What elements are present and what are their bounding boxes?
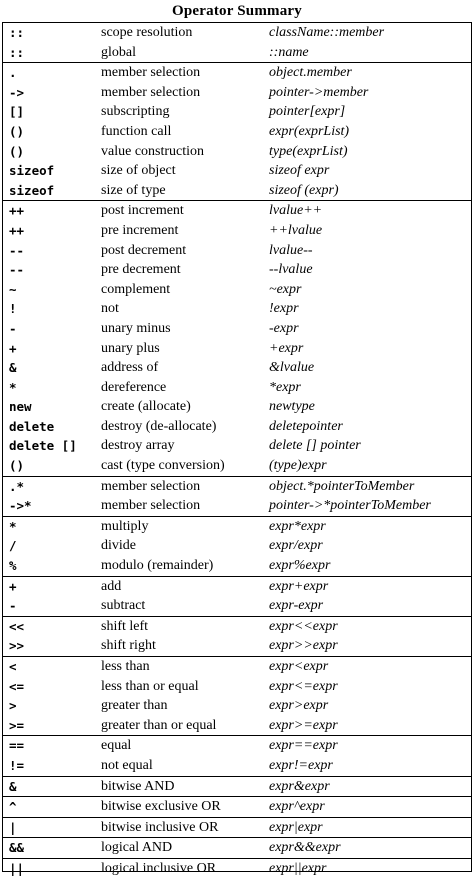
description-cell: add: [101, 578, 122, 594]
usage-cell: expr<=expr: [269, 678, 338, 694]
table-row: [3, 797, 471, 817]
operator-cell: <<: [9, 618, 25, 634]
operator-cell: delete []: [9, 438, 77, 454]
table-row: [3, 358, 471, 378]
table-row: [3, 23, 471, 43]
usage-cell: className::member: [269, 25, 385, 40]
table-row: [3, 260, 471, 280]
usage-cell: *expr: [269, 379, 301, 395]
table-row: [3, 83, 471, 103]
operator-cell: &&: [9, 840, 25, 856]
usage-cell: expr!=expr: [269, 757, 333, 773]
description-cell: subtract: [101, 598, 146, 614]
table-row: [3, 417, 471, 437]
operator-cell: ::: [9, 25, 25, 40]
operator-group: [3, 616, 471, 656]
table-row: [3, 241, 471, 261]
operator-cell: ++: [9, 203, 25, 219]
description-cell: bitwise AND: [101, 778, 175, 794]
table-row: [3, 181, 471, 201]
operator-cell: sizeof: [9, 163, 55, 179]
usage-cell: expr&expr: [269, 778, 330, 794]
description-cell: multiply: [101, 518, 149, 534]
description-cell: size of object: [101, 163, 176, 179]
operator-cell: +: [9, 340, 17, 356]
description-cell: less than: [101, 659, 150, 674]
description-cell: divide: [101, 538, 136, 554]
usage-cell: expr(exprList): [269, 123, 350, 139]
operator-cell: /: [9, 538, 17, 554]
table-row: [3, 556, 471, 576]
usage-cell: expr%expr: [269, 558, 331, 574]
operator-cell: .*: [9, 478, 25, 494]
table-row: [3, 102, 471, 122]
operator-cell: ++: [9, 222, 25, 238]
operator-cell: (): [9, 123, 25, 139]
table-row: [3, 122, 471, 142]
usage-cell: +expr: [269, 340, 304, 356]
operator-cell: []: [9, 104, 25, 120]
table-row: [3, 319, 471, 339]
usage-cell: pointer->*pointerToMember: [269, 498, 431, 514]
operator-cell: ::: [9, 44, 25, 60]
table-row: [3, 716, 471, 736]
operator-cell: !=: [9, 757, 25, 773]
usage-cell: expr&&expr: [269, 840, 341, 856]
usage-cell: expr>>expr: [269, 638, 338, 654]
usage-cell: ::name: [269, 44, 309, 60]
operator-cell: ->: [9, 84, 25, 100]
operator-group: [3, 62, 471, 200]
operator-cell: delete: [9, 418, 55, 434]
description-cell: equal: [101, 738, 132, 754]
operator-cell: <: [9, 659, 17, 674]
table-row: [3, 818, 471, 838]
operator-cell: (): [9, 143, 25, 159]
operator-cell: ^: [9, 799, 17, 815]
usage-cell: -expr: [269, 320, 299, 336]
usage-cell: lvalue--: [269, 242, 313, 258]
usage-cell: expr==expr: [269, 738, 338, 754]
description-cell: complement: [101, 281, 171, 297]
description-cell: pre increment: [101, 222, 179, 238]
table-row: [3, 378, 471, 398]
table-row: [3, 142, 471, 162]
operator-cell: --: [9, 242, 25, 258]
description-cell: not equal: [101, 757, 153, 773]
usage-cell: &lvalue: [269, 360, 315, 376]
usage-cell: sizeof expr: [269, 163, 330, 179]
usage-cell: pointer->member: [269, 84, 369, 100]
usage-cell: expr*expr: [269, 518, 326, 534]
table-row: [3, 636, 471, 656]
table-row: [3, 756, 471, 776]
usage-cell: object.member: [269, 65, 352, 81]
description-cell: member selection: [101, 498, 201, 514]
usage-cell: pointer[expr]: [269, 104, 346, 120]
description-cell: modulo (remainder): [101, 558, 214, 574]
description-cell: member selection: [101, 65, 201, 81]
description-cell: function call: [101, 123, 172, 139]
table-row: [3, 596, 471, 616]
description-cell: cast (type conversion): [101, 458, 225, 474]
usage-cell: expr>expr: [269, 698, 329, 714]
table-row: [3, 436, 471, 456]
description-cell: subscripting: [101, 104, 170, 120]
usage-cell: expr|expr: [269, 819, 323, 835]
operator-cell: sizeof: [9, 182, 55, 198]
usage-cell: expr<expr: [269, 659, 329, 674]
description-cell: unary plus: [101, 340, 160, 356]
operator-cell: &: [9, 360, 17, 376]
description-cell: greater than: [101, 698, 168, 714]
description-cell: post increment: [101, 203, 184, 219]
description-cell: scope resolution: [101, 25, 193, 40]
table-row: [3, 838, 471, 858]
table-row: [3, 517, 471, 537]
table-row: [3, 696, 471, 716]
usage-cell: type(exprList): [269, 143, 348, 159]
operator-table: [2, 22, 472, 876]
description-cell: create (allocate): [101, 399, 191, 415]
usage-cell: (type)expr: [269, 458, 327, 474]
usage-cell: expr-expr: [269, 598, 324, 614]
operator-cell: -: [9, 320, 17, 336]
description-cell: pre decrement: [101, 262, 181, 278]
operator-group: [3, 817, 471, 838]
table-row: [3, 221, 471, 241]
usage-cell: expr^expr: [269, 799, 325, 815]
operator-group: [3, 837, 471, 858]
usage-cell: object.*pointerToMember: [269, 478, 415, 494]
description-cell: size of type: [101, 182, 166, 198]
table-row: [3, 397, 471, 417]
operator-group: [3, 516, 471, 576]
operator-cell: >>: [9, 638, 25, 654]
description-cell: unary minus: [101, 320, 171, 336]
usage-cell: expr>=expr: [269, 717, 338, 733]
operator-cell: ==: [9, 738, 25, 754]
usage-cell: expr/expr: [269, 538, 323, 554]
usage-cell: expr<<expr: [269, 618, 338, 634]
operator-cell: *: [9, 379, 17, 395]
operator-cell: %: [9, 558, 17, 574]
table-row: [3, 577, 471, 597]
description-cell: bitwise inclusive OR: [101, 819, 219, 835]
description-cell: greater than or equal: [101, 717, 217, 733]
description-cell: destroy array: [101, 438, 175, 454]
usage-cell: delete [] pointer: [269, 438, 361, 454]
operator-cell: >=: [9, 717, 25, 733]
operator-cell: .: [9, 65, 17, 81]
usage-cell: !expr: [269, 301, 299, 317]
operator-group: [3, 776, 471, 797]
table-row: [3, 161, 471, 181]
description-cell: global: [101, 44, 136, 60]
description-cell: member selection: [101, 84, 201, 100]
description-cell: member selection: [101, 478, 201, 494]
operator-cell: +: [9, 578, 17, 594]
table-row: [3, 777, 471, 797]
operator-cell: (): [9, 458, 25, 474]
usage-cell: newtype: [269, 399, 315, 415]
operator-cell: ||: [9, 860, 25, 876]
operator-cell: ~: [9, 281, 17, 297]
operator-cell: *: [9, 518, 17, 534]
operator-cell: --: [9, 262, 25, 278]
operator-group: [3, 23, 471, 62]
usage-cell: ~expr: [269, 281, 302, 297]
description-cell: post decrement: [101, 242, 187, 258]
operator-cell: &: [9, 778, 17, 794]
table-row: [3, 63, 471, 83]
table-row: [3, 280, 471, 300]
operator-group: [3, 735, 471, 775]
page-title: Operator Summary: [172, 3, 302, 19]
table-row: [3, 201, 471, 221]
table-row: [3, 617, 471, 637]
description-cell: value construction: [101, 143, 205, 159]
usage-cell: --lvalue: [269, 262, 313, 278]
operator-group: [3, 476, 471, 516]
table-row: [3, 536, 471, 556]
operator-group: [3, 656, 471, 735]
table-row: [3, 456, 471, 476]
table-row: [3, 859, 471, 879]
usage-cell: expr||expr: [269, 860, 327, 876]
operator-cell: >: [9, 698, 17, 714]
description-cell: bitwise exclusive OR: [101, 799, 221, 815]
description-cell: destroy (de-allocate): [101, 418, 217, 434]
table-row: [3, 43, 471, 63]
usage-cell: sizeof (expr): [269, 182, 339, 198]
table-row: [3, 677, 471, 697]
usage-cell: lvalue++: [269, 203, 323, 219]
description-cell: less than or equal: [101, 678, 199, 694]
operator-group: [3, 576, 471, 616]
table-row: [3, 339, 471, 359]
description-cell: logical AND: [101, 840, 173, 856]
operator-cell: <=: [9, 678, 25, 694]
usage-cell: ++lvalue: [269, 222, 323, 238]
operator-cell: -: [9, 598, 17, 614]
operator-cell: ->*: [9, 498, 32, 514]
operator-group: [3, 858, 471, 879]
description-cell: logical inclusive OR: [101, 860, 217, 876]
table-row: [3, 657, 471, 677]
operator-cell: |: [9, 819, 17, 835]
description-cell: address of: [101, 360, 159, 376]
table-row: [3, 496, 471, 516]
description-cell: not: [101, 301, 119, 317]
operator-group: [3, 200, 471, 475]
description-cell: dereference: [101, 379, 167, 395]
description-cell: shift right: [101, 638, 156, 654]
table-row: [3, 477, 471, 497]
usage-cell: deletepointer: [269, 418, 343, 434]
usage-cell: expr+expr: [269, 578, 329, 594]
operator-group: [3, 796, 471, 817]
description-cell: shift left: [101, 618, 149, 634]
table-row: [3, 299, 471, 319]
operator-cell: !: [9, 301, 17, 317]
operator-cell: new: [9, 399, 32, 415]
table-row: [3, 736, 471, 756]
